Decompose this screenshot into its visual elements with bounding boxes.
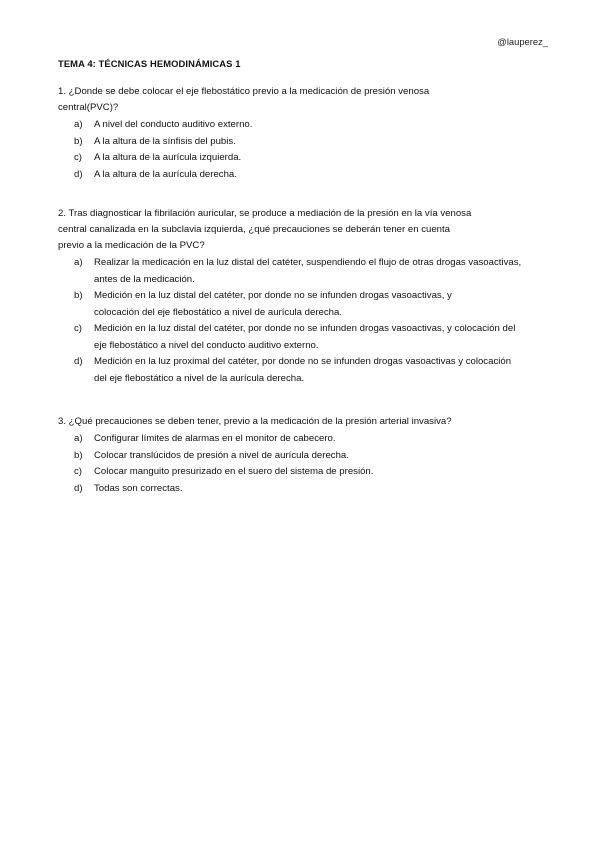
option-b bbox=[58, 288, 545, 321]
question-text bbox=[58, 206, 545, 254]
question-2 bbox=[58, 206, 545, 387]
option-letter: a) bbox=[74, 119, 83, 130]
option-text bbox=[94, 464, 545, 481]
option-text bbox=[94, 150, 545, 167]
option-line: eje flebostático a nivel del conducto auditivo externo. bbox=[94, 339, 319, 351]
option-line: antes de la medicación. bbox=[94, 273, 195, 285]
option-text bbox=[94, 448, 545, 465]
option-letter: b) bbox=[74, 449, 83, 461]
question-line: central canalizada en la subclavia izquierda, ¿qué precauciones se deberán tener en cuenta bbox=[58, 224, 450, 235]
option-line: Medición en la luz proximal del catéter, por donde no se infunden drogas vasoactivas y colocación bbox=[94, 356, 512, 367]
answer-options bbox=[58, 117, 545, 183]
option-letter: d) bbox=[74, 482, 83, 494]
question-line: central(PVC)? bbox=[58, 102, 119, 113]
question-text bbox=[58, 414, 545, 430]
question-line: 3. ¿Qué precauciones se deben tener, previo a la medicación de la presión arterial invasiva? bbox=[58, 416, 452, 427]
question-line: 1. ¿Donde se debe colocar el eje flebostático previo a la medicación de presión venosa bbox=[58, 86, 430, 97]
option-line: Todas son correctas. bbox=[94, 482, 183, 494]
option-letter: b) bbox=[74, 135, 83, 147]
answer-options bbox=[58, 255, 545, 387]
option-b bbox=[58, 134, 545, 151]
option-text bbox=[94, 321, 545, 354]
option-line: A la altura de la sínfisis del pubis. bbox=[94, 135, 236, 147]
option-letter: c) bbox=[74, 466, 82, 477]
option-letter: a) bbox=[74, 433, 83, 444]
option-text bbox=[94, 167, 545, 184]
question-1 bbox=[58, 84, 545, 183]
option-text bbox=[94, 117, 545, 134]
option-text bbox=[94, 354, 545, 387]
option-line: A la altura de la aurícula izquierda. bbox=[94, 152, 242, 163]
option-letter: b) bbox=[74, 290, 83, 301]
author-handle: @lauperez_ bbox=[497, 36, 548, 47]
question-line: 2. Tras diagnosticar la fibrilación auricular, se produce a mediación de la presión en la vía venosa bbox=[58, 208, 472, 219]
option-line: del eje flebostático a nivel de la aurícula derecha. bbox=[94, 372, 305, 384]
answer-options bbox=[58, 431, 545, 497]
option-d bbox=[58, 354, 545, 387]
option-letter: a) bbox=[74, 257, 83, 268]
option-a bbox=[58, 255, 545, 288]
option-text bbox=[94, 134, 545, 151]
option-letter: d) bbox=[74, 168, 83, 180]
question-text bbox=[58, 84, 545, 116]
option-text bbox=[94, 431, 545, 448]
option-d bbox=[58, 167, 545, 184]
question-line: previo a la medicación de la PVC? bbox=[58, 240, 205, 251]
option-line: Configurar límites de alarmas en el monitor de cabecero. bbox=[94, 433, 336, 444]
option-letter: d) bbox=[74, 356, 83, 367]
document-title: TEMA 4: TÉCNICAS HEMODINÁMICAS 1 bbox=[58, 58, 241, 69]
option-a bbox=[58, 117, 545, 134]
option-letter: c) bbox=[74, 323, 82, 334]
question-3 bbox=[58, 414, 545, 497]
option-line: A la altura de la aurícula derecha. bbox=[94, 168, 237, 180]
option-text bbox=[94, 481, 545, 498]
option-letter: c) bbox=[74, 152, 82, 163]
option-a bbox=[58, 431, 545, 448]
option-c bbox=[58, 150, 545, 167]
option-line: Colocar manguito presurizado en el suero del sistema de presión. bbox=[94, 466, 374, 477]
option-line: Medición en la luz distal del catéter, por donde no se infunden drogas vasoactivas, y bbox=[94, 290, 452, 301]
option-line: colocación del eje flebostático a nivel de aurícula derecha. bbox=[94, 306, 342, 318]
option-d bbox=[58, 481, 545, 498]
option-text bbox=[94, 288, 545, 321]
option-c bbox=[58, 321, 545, 354]
option-line: A nivel del conducto auditivo externo. bbox=[94, 119, 253, 130]
option-text bbox=[94, 255, 545, 288]
option-line: Realizar la medicación en la luz distal del catéter, suspendiendo el flujo de otras drogas vasoactivas, bbox=[94, 257, 522, 268]
option-line: Medición en la luz distal del catéter, por donde no se infunden drogas vasoactivas, y colocación del bbox=[94, 323, 516, 334]
option-c bbox=[58, 464, 545, 481]
option-line: Colocar translúcidos de presión a nivel de aurícula derecha. bbox=[94, 449, 349, 461]
option-b bbox=[58, 448, 545, 465]
